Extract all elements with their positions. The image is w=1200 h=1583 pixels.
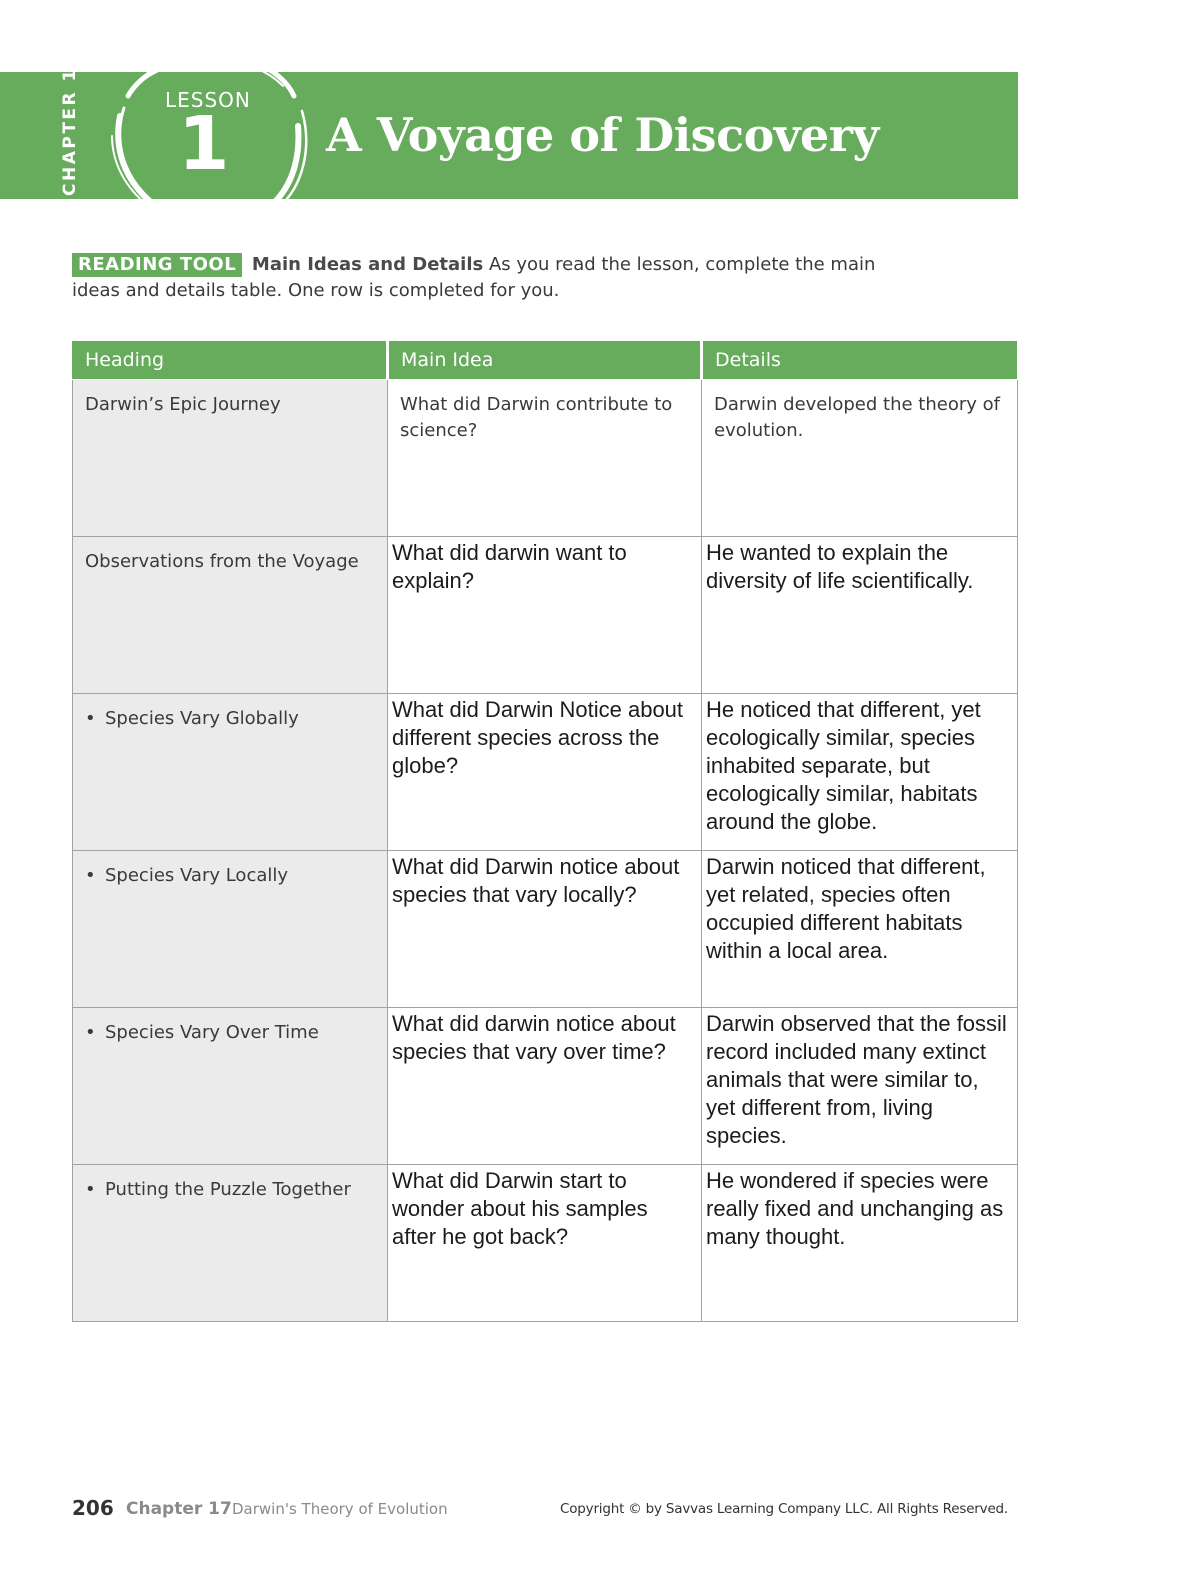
table-row (73, 694, 1018, 851)
table-row (73, 851, 1018, 1008)
row-bullet: • (85, 1179, 96, 1200)
footer-chapter-title: Darwin's Theory of Evolution (232, 1500, 448, 1518)
page-title: A Voyage of Discovery (326, 108, 879, 162)
table-row (73, 1165, 1018, 1322)
row-main-idea[interactable]: What did Darwin start to wonder about his samples after he got back? (388, 1165, 702, 1322)
row-details[interactable]: Darwin noticed that different, yet related, species often occupied different habitats within a local area. (702, 851, 1018, 1008)
reading-tool-instructions: As you read the lesson, complete the main ideas and details table. One row is completed for you. (72, 254, 876, 301)
row-heading-text: Observations from the Voyage (85, 551, 359, 572)
row-heading (73, 537, 388, 694)
row-details[interactable]: He wanted to explain the diversity of life scientifically. (702, 537, 1018, 694)
column-header-main-idea: Main Idea (388, 341, 702, 380)
table-header-row (73, 341, 1018, 380)
copyright-notice: Copyright © by Savvas Learning Company LLC. All Rights Reserved. (560, 1501, 1009, 1517)
column-header-details: Details (702, 341, 1018, 380)
column-header-heading: Heading (73, 341, 388, 380)
row-bullet: • (85, 865, 96, 886)
row-details[interactable]: He noticed that different, yet ecologically similar, species inhabited separate, but ecologically similar, habitats around the globe. (702, 694, 1018, 851)
chapter-label: CHAPTER 17 (60, 52, 80, 196)
row-bullet: • (85, 708, 96, 729)
lesson-number: 1 (178, 101, 230, 187)
row-heading-text: Putting the Puzzle Together (105, 1179, 351, 1200)
row-main-idea[interactable]: What did darwin want to explain? (388, 537, 702, 694)
table-row (73, 380, 1018, 537)
row-details[interactable]: He wondered if species were really fixed and unchanging as many thought. (702, 1165, 1018, 1322)
reading-tool-intro (72, 252, 892, 304)
row-main-idea[interactable]: What did darwin notice about species that vary over time? (388, 1008, 702, 1165)
table-row (73, 537, 1018, 694)
page-number: 206 (72, 1496, 114, 1520)
main-ideas-table (72, 340, 1018, 1322)
reading-tool-heading: Main Ideas and Details (251, 254, 484, 275)
row-details[interactable]: Darwin developed the theory of evolution. (702, 380, 1018, 537)
row-heading-text: Darwin’s Epic Journey (85, 394, 281, 415)
row-heading-text: Species Vary Globally (105, 708, 299, 729)
row-heading (73, 694, 388, 851)
row-details[interactable]: Darwin observed that the fossil record included many extinct animals that were similar to, yet different from, living species. (702, 1008, 1018, 1165)
row-heading (73, 851, 388, 1008)
row-heading (73, 1165, 388, 1322)
row-main-idea[interactable]: What did Darwin Notice about different species across the globe? (388, 694, 702, 851)
reading-tool-tag: READING TOOL (72, 253, 242, 277)
row-main-idea[interactable]: What did Darwin contribute to science? (388, 380, 702, 537)
footer-chapter: Chapter 17 (126, 1499, 232, 1519)
page-footer (72, 1496, 1017, 1524)
row-heading-text: Species Vary Over Time (105, 1022, 319, 1043)
row-heading-text: Species Vary Locally (105, 865, 289, 886)
lesson-label: LESSON (165, 88, 251, 112)
row-bullet: • (85, 1022, 96, 1043)
table-row (73, 1008, 1018, 1165)
row-heading (73, 380, 388, 537)
row-heading (73, 1008, 388, 1165)
row-main-idea[interactable]: What did Darwin notice about species that vary locally? (388, 851, 702, 1008)
